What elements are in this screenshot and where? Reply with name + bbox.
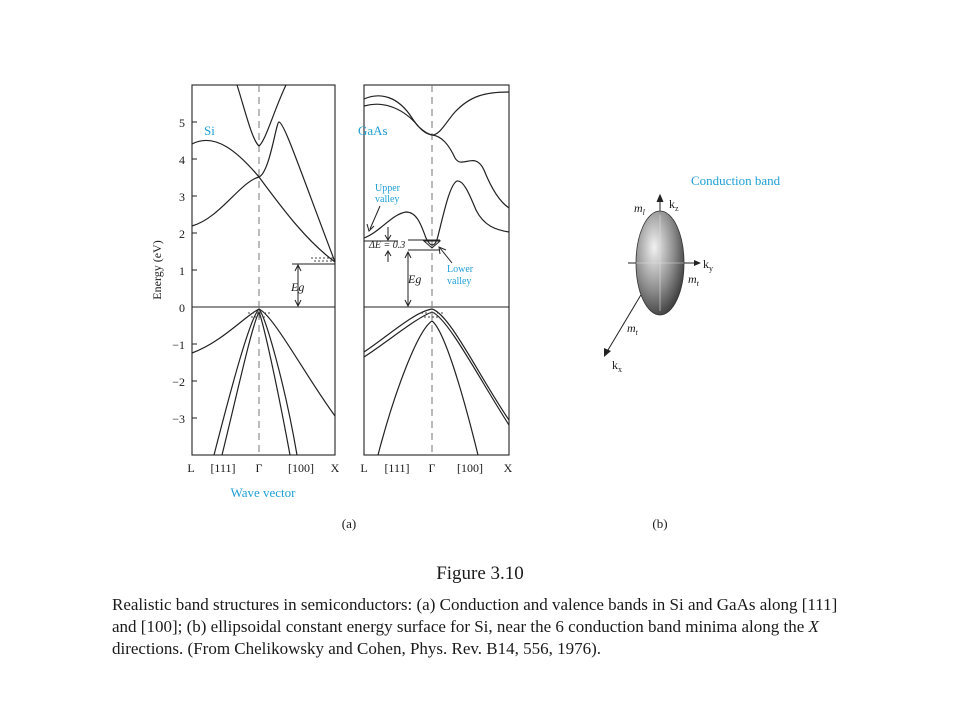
- y-tick-label: 0: [179, 301, 185, 315]
- si-band-curve: [214, 309, 297, 455]
- figure-title: Figure 3.10: [436, 563, 524, 584]
- si-plot-frame: [192, 85, 335, 455]
- k-tick-label: X: [330, 461, 340, 475]
- si-y-ticks: [192, 122, 197, 418]
- gaas-delta-e-label: ΔE = 0.3: [369, 240, 406, 251]
- y-tick-label: 4: [179, 153, 185, 167]
- lower-valley-pointer: [440, 248, 452, 263]
- si-band-curve: [192, 140, 335, 262]
- k-tick-label: [100]: [457, 461, 483, 475]
- kx-label: $k_x$: [612, 358, 622, 374]
- si-band-curve: [192, 309, 335, 416]
- mt-label-x: $m_t$: [627, 321, 638, 337]
- si-band-curve: [192, 122, 335, 262]
- gaas-band-curve: [364, 312, 509, 425]
- upper-valley-label-line2: valley: [375, 194, 400, 205]
- si-k-tick-labels: [187, 461, 339, 475]
- y-tick-label: −1: [172, 338, 185, 352]
- y-tick-label: −2: [172, 375, 185, 389]
- si-band-curve: [222, 312, 290, 455]
- gaas-plot-frame: [364, 85, 509, 455]
- ml-label: $m_l$: [634, 201, 645, 217]
- upper-valley-pointer: [370, 206, 380, 229]
- k-tick-label: X: [503, 461, 513, 475]
- si-band-curve: [237, 85, 286, 146]
- y-tick-label: 3: [179, 190, 185, 204]
- mt-label-y: $m_t$: [688, 272, 699, 288]
- k-tick-label: [100]: [288, 461, 314, 475]
- upper-valley-label-line1: Upper: [375, 183, 400, 194]
- kz-arrowhead: [657, 195, 663, 202]
- y-axis-label: Energy (eV): [150, 240, 164, 300]
- caption-text: Realistic band structures in semiconductors: (a) Conduction and valence bands in Si and GaAs along [111] and [100]; (b) ellipsoidal constant energy surface for Si, near the 6 conduction band minima along the: [112, 595, 838, 636]
- kz-label: $k_z$: [669, 197, 679, 213]
- conduction-band-title: Conduction band: [691, 173, 781, 188]
- gaas-gap-label: Eg: [408, 272, 422, 286]
- k-tick-label: Γ: [428, 461, 436, 475]
- ky-label: $k_y$: [703, 257, 713, 273]
- gaas-k-tick-labels: [360, 461, 512, 475]
- kx-arrowhead: [604, 348, 611, 357]
- gaas-band-curve: [378, 321, 478, 455]
- caption-text: directions. (From Chelikowsky and Cohen, Phys. Rev. B14, 556, 1976).: [112, 639, 602, 658]
- si-band-plot: [187, 85, 339, 475]
- y-tick-labels: [172, 116, 185, 426]
- y-tick-label: 1: [179, 264, 185, 278]
- k-tick-label: Γ: [255, 461, 263, 475]
- y-tick-label: 2: [179, 227, 185, 241]
- y-tick-label: 5: [179, 116, 185, 130]
- y-tick-label: −3: [172, 412, 185, 426]
- panel-b: [604, 173, 781, 531]
- si-gap-label: Eg: [291, 280, 305, 294]
- x-axis-label: Wave vector: [230, 485, 296, 500]
- k-tick-label: [111]: [210, 461, 236, 475]
- lower-valley-label-line2: valley: [447, 276, 472, 287]
- panel-a: [150, 85, 513, 531]
- k-tick-label: [111]: [384, 461, 410, 475]
- panel-label-a: (a): [341, 516, 357, 531]
- gaas-band-plot: [358, 85, 513, 475]
- si-material-label: Si: [204, 123, 215, 138]
- panel-label-b: (b): [652, 516, 668, 531]
- k-tick-label: L: [187, 461, 195, 475]
- k-tick-label: L: [360, 461, 368, 475]
- ky-arrowhead: [694, 260, 701, 266]
- gaas-material-label: GaAs: [358, 123, 388, 138]
- caption-italic-x: X: [808, 617, 819, 636]
- lower-valley-label-line1: Lower: [447, 264, 474, 275]
- figure-caption: [112, 594, 852, 660]
